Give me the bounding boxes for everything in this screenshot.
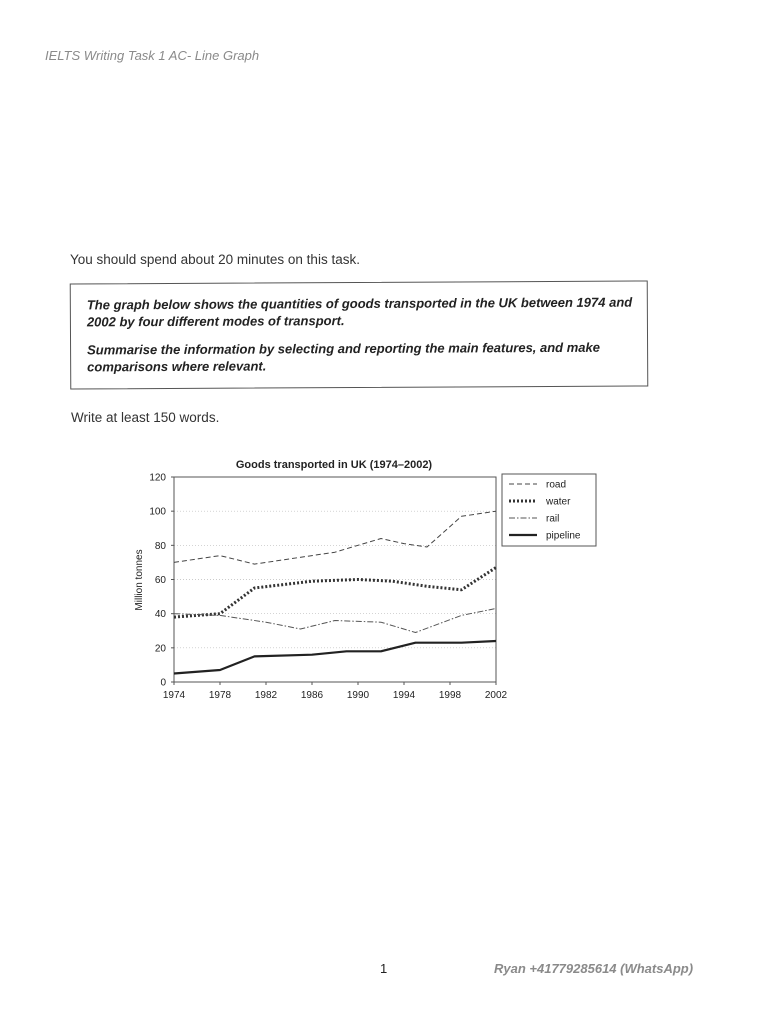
task-prompt-box [70,280,649,389]
y-tick-label: 20 [154,643,166,655]
tick-labels [149,473,507,702]
line-chart [120,450,600,710]
series-lines [174,511,496,673]
time-instruction: You should spend about 20 minutes on this task. [70,252,360,267]
y-tick-label: 100 [149,506,166,518]
series-line-pipeline [174,641,496,674]
legend-label-rail: rail [546,513,560,525]
chart-title: Goods transported in UK (1974–2002) [235,459,433,471]
x-tick-label: 1998 [438,690,462,701]
y-axis-label: Million tonnes [134,549,145,611]
y-tick-label: 40 [154,609,166,621]
x-tick-label: 1974 [162,690,186,701]
legend-label-pipeline: pipeline [546,530,581,542]
page-number: 1 [380,961,388,976]
series-line-water [174,568,496,618]
chart-svg [120,450,600,710]
y-tick-label: 0 [160,677,166,689]
task-description: The graph below shows the quantities of goods transported in the UK between 1974 and 2002 by four different modes of transport. [86,294,633,330]
x-tick-label: 1986 [300,690,324,701]
word-count-instruction: Write at least 150 words. [71,410,220,425]
series-line-road [174,511,496,564]
x-tick-label: 1982 [254,690,278,701]
legend [502,474,596,546]
task-summary-instruction: Summarise the information by selecting and reporting the main features, and make comparisons where relevant. [87,339,601,375]
grid-lines [174,511,496,648]
page-header-title: IELTS Writing Task 1 AC- Line Graph [45,48,260,63]
legend-label-water: water [546,496,571,508]
y-tick-label: 80 [154,540,166,552]
footer-contact: Ryan +41779285614 (WhatsApp) [494,961,694,976]
y-tick-label: 60 [154,575,166,586]
y-tick-label: 120 [149,472,166,484]
x-tick-label: 1978 [208,690,232,701]
x-tick-label: 2002 [484,690,508,701]
x-tick-label: 1990 [346,690,370,701]
x-tick-label: 1994 [392,690,416,701]
legend-label-road: road [546,479,567,491]
